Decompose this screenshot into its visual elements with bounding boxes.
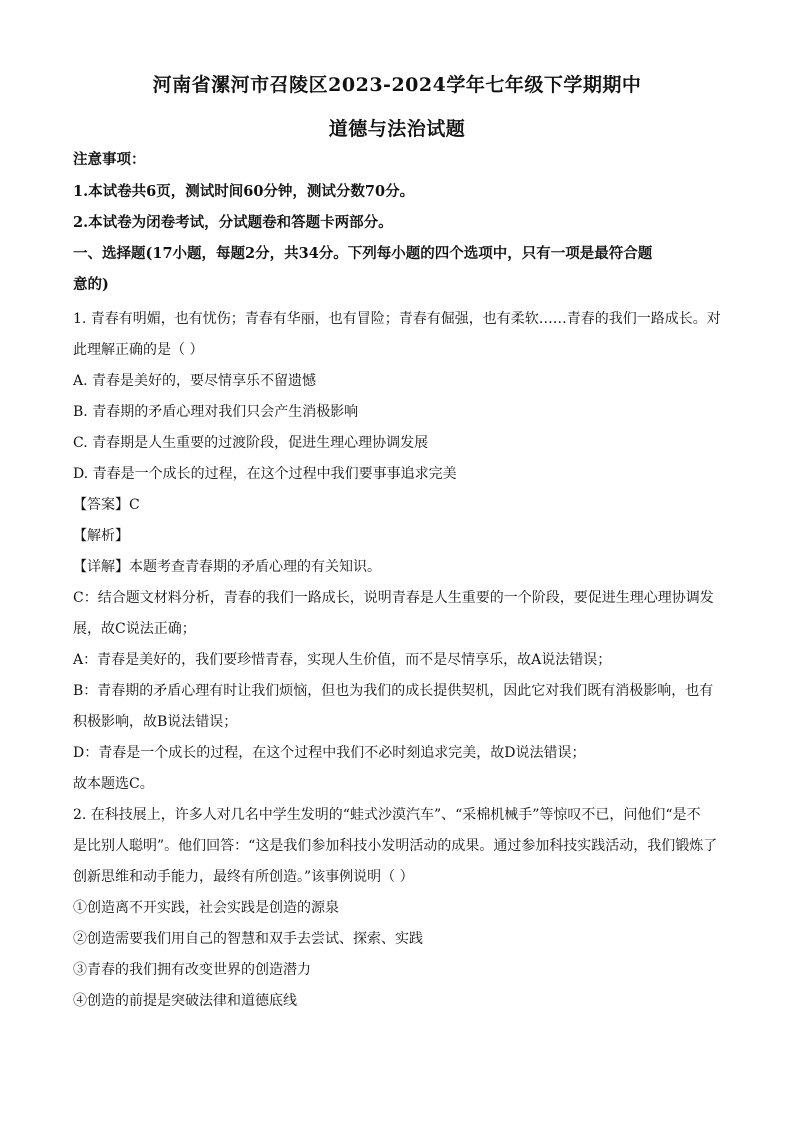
question-1-conclusion: 故本题选C。	[73, 776, 154, 792]
question-2-stem: 2. 在科技展上，许多人对几名中学生发明的“蛙式沙漠汽车”、“采棉机械手”等惊叹不已，问他们“是不	[73, 807, 701, 823]
question-1-answer: 【答案】C	[73, 497, 140, 513]
question-1-option-a: A. 青春是美好的，要尽情享乐不留遗憾	[73, 373, 317, 389]
question-1-explanation-d: D：青春是一个成长的过程，在这个过程中我们不必时刻追求完美，故D说法错误；	[73, 745, 586, 761]
question-2-stem-end: 创新思维和动手能力，最终有所创造。”该事例说明（ ）	[73, 869, 414, 885]
question-1-option-d: D. 青春是一个成长的过程，在这个过程中我们要事事追求完美	[73, 466, 457, 482]
question-2-option-1: ①创造离不开实践，社会实践是创造的源泉	[73, 900, 339, 916]
page-subtitle: 道德与法治试题	[328, 118, 466, 140]
question-1-explanation-a: A：青春是美好的，我们要珍惜青春，实现人生价值，而不是尽情享乐，故A说法错误；	[73, 652, 612, 668]
question-1-detail: 【详解】本题考查青春期的矛盾心理的有关知识。	[73, 559, 381, 575]
section-heading: 一、选择题(17小题，每题2分，共34分。下列每小题的四个选项中，只有一项是最符合题	[73, 245, 653, 262]
question-1-option-c: C. 青春期是人生重要的过渡阶段，促进生理心理协调发展	[73, 435, 429, 451]
question-2-option-4: ④创造的前提是突破法律和道德底线	[73, 993, 297, 1009]
question-1-analysis-label: 【解析】	[73, 528, 129, 544]
notice-heading: 注意事项：	[73, 151, 146, 168]
question-2-option-2: ②创造需要我们用自己的智慧和双手去尝试、探索、实践	[73, 931, 423, 947]
question-2-stem-continued: 是比别人聪明”。他们回答：“这是我们参加科技小发明活动的成果。通过参加科技实践活动，我们锻炼了	[73, 838, 718, 854]
question-2-option-3: ③青春的我们拥有改变世界的创造潜力	[73, 962, 311, 978]
section-heading-continued: 意的)	[73, 276, 109, 293]
question-1-option-b: B. 青春期的矛盾心理对我们只会产生消极影响	[73, 404, 359, 420]
notice-item-2: 2.本试卷为闭卷考试，分试题卷和答题卡两部分。	[73, 214, 393, 231]
question-1-explanation-b-continued: 积极影响，故B说法错误；	[73, 714, 238, 730]
notice-item-1: 1.本试卷共6页，测试时间60分钟，测试分数70分。	[73, 183, 415, 200]
question-1-explanation-c: C：结合题文材料分析，青春的我们一路成长，说明青春是人生重要的一个阶段，要促进生理心理协调发	[73, 590, 714, 606]
page-title: 河南省漯河市召陵区2023-2024学年七年级下学期期中	[152, 74, 642, 96]
question-1-explanation-b: B：青春期的矛盾心理有时让我们烦恼，但也为我们的成长提供契机，因此它对我们既有消极影响，也有	[73, 683, 714, 699]
question-1-stem: 1. 青春有明媚，也有忧伤；青春有华丽，也有冒险；青春有倔强，也有柔软……青春的我们一路成长。对	[73, 311, 721, 327]
question-1-stem-continued: 此理解正确的是（ ）	[73, 342, 204, 358]
question-1-explanation-c-continued: 展，故C说法正确；	[73, 621, 196, 637]
